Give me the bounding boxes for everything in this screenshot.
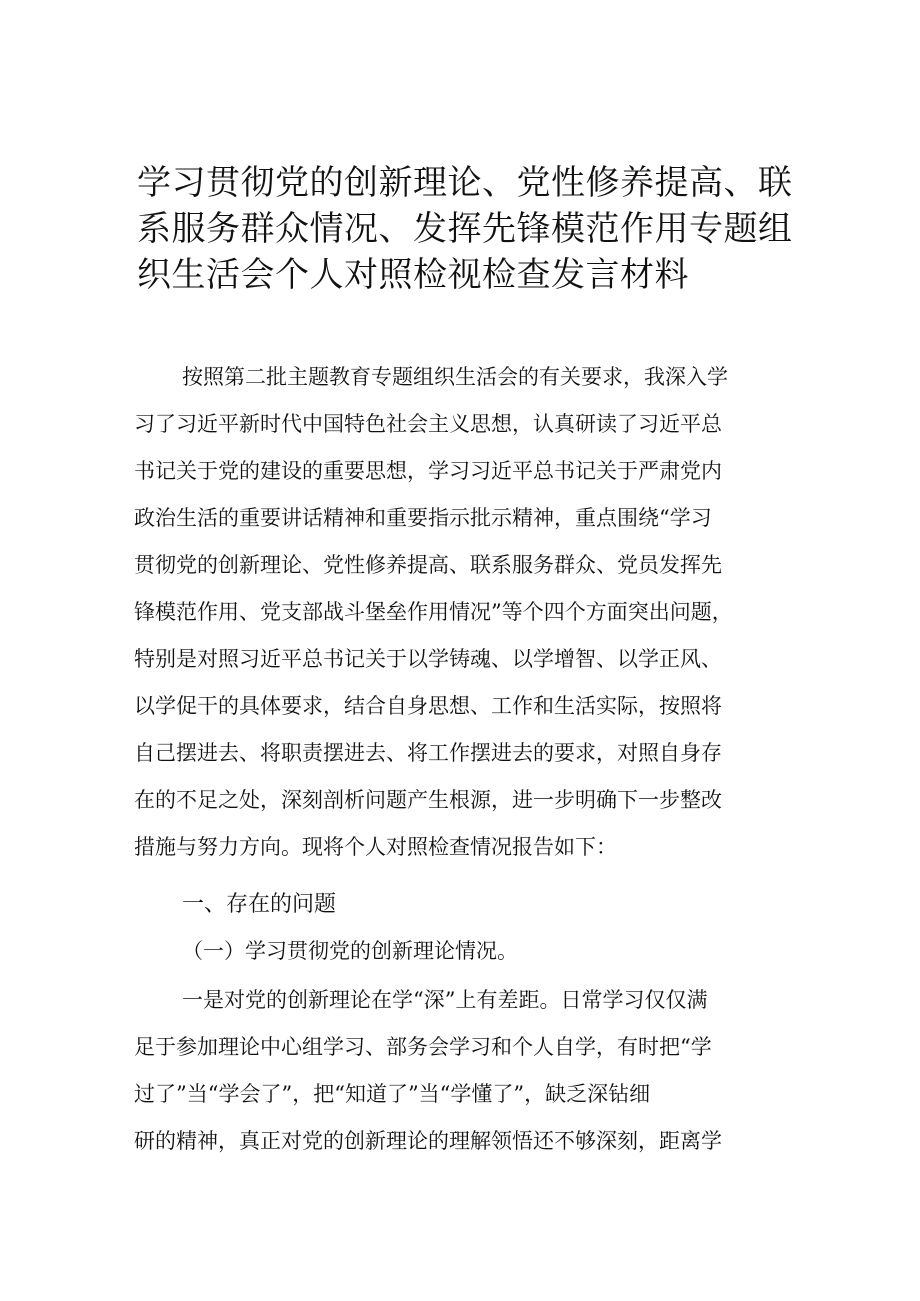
paragraph-line: 措施与努力方向。现将个人对照检查情况报告如下： [134,835,617,859]
paragraph-line: 习了习近平新时代中国特色社会主义思想，认真研读了习近平总 [134,412,722,436]
paragraph-line: 贯彻党的创新理论、党性修养提高、联系服务群众、党员发挥先 [134,553,722,577]
subsection-heading: （一）学习贯彻党的创新理论情况。 [182,939,518,963]
paragraph-line: 一是对党的创新理论在学“深”上有差距。日常学习仅仅满 [182,988,708,1012]
paragraph-line: 足于参加理论中心组学习、部务会学习和个人自学，有时把“学 [134,1035,712,1059]
paragraph-line: 自己摆进去、将职责摆进去、将工作摆进去的要求，对照自身存 [134,741,722,765]
paragraph-line: 过了”当“学会了”，把“知道了”当“学懂了”，缺乏深钻细 [134,1082,651,1106]
intro-paragraph [134,354,794,871]
paragraph-line: 特别是对照习近平总书记关于以学铸魂、以学增智、以学正风、 [134,647,722,671]
title-line: 学习贯彻党的创新理论、党性修养提高、联 [137,163,793,203]
title-line: 织生活会个人对照检视检查发言材料 [137,255,689,295]
title-line: 系服务群众情况、发挥先锋模范作用专题组 [137,209,793,249]
point-paragraph [134,977,794,1165]
paragraph-line: 锋模范作用、党支部战斗堡垒作用情况”等个四个方面突出问题， [134,600,733,624]
paragraph-line: 书记关于党的建设的重要思想，学习习近平总书记关于严肃党内 [134,459,722,483]
section-heading: 一、存在的问题 [182,892,337,917]
paragraph-line: 研的精神，真正对党的创新理论的理解领悟还不够深刻，距离学 [134,1129,722,1153]
document-title [137,160,797,298]
paragraph-line: 政治生活的重要讲话精神和重要指示批示精神，重点围绕“学习 [134,506,712,530]
paragraph-line: 以学促干的具体要求，结合自身思想、工作和生活实际，按照将 [134,694,722,718]
paragraph-line: 按照第二批主题教育专题组织生活会的有关要求，我深入学 [182,365,728,389]
paragraph-line: 在的不足之处，深刻剖析问题产生根源，进一步明确下一步整改 [134,788,722,812]
